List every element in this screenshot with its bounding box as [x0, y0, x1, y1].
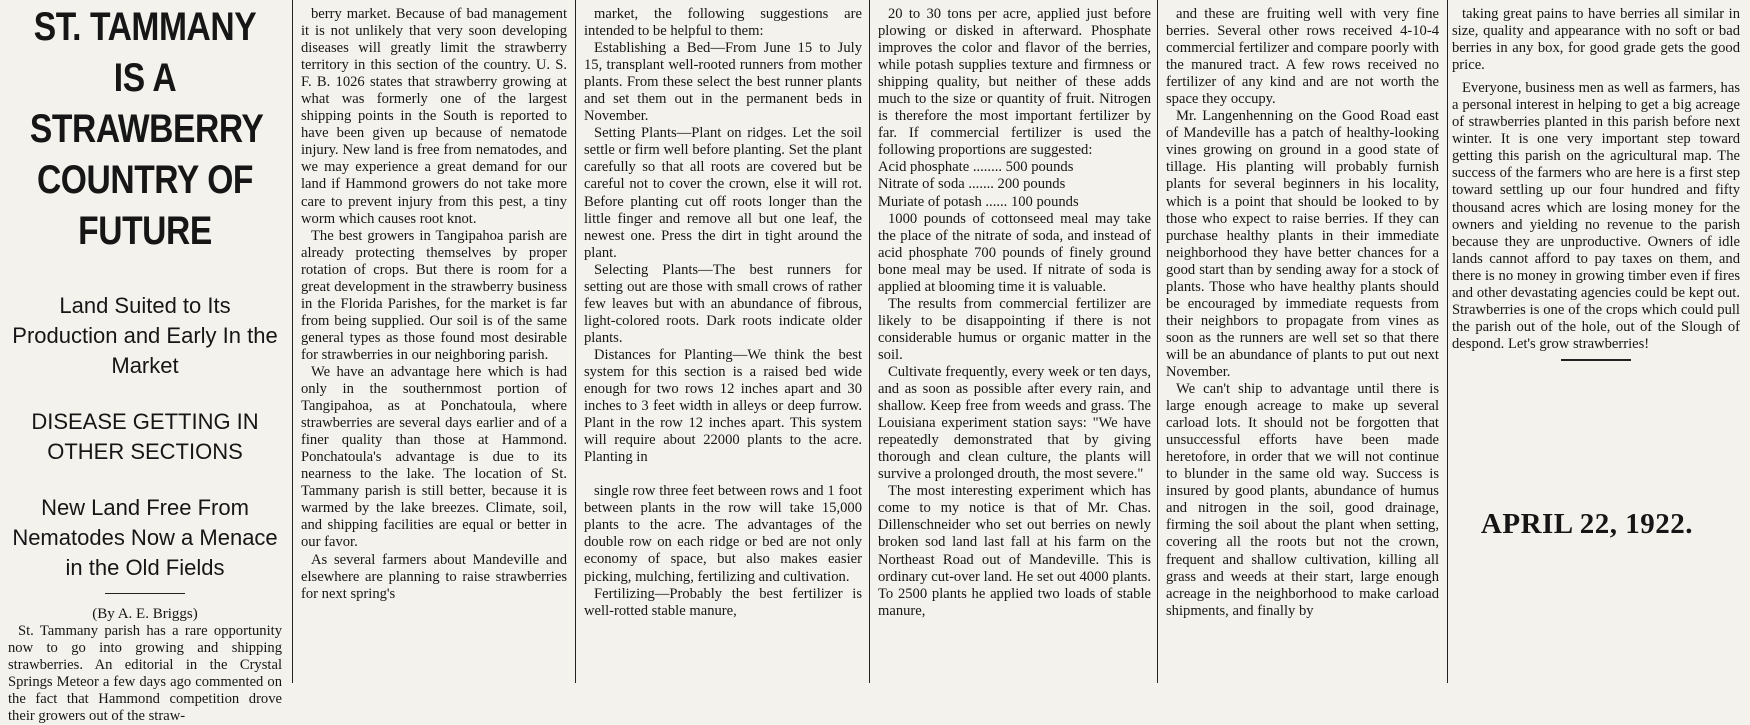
- paragraph: berry market. Because of bad management it is not unlikely that very soon developing diseases will greatly limit the strawberry territory in this section of the country. U. S. F. B. 1026 states that strawberry growing at what was formerly one of the largest shipping points in the South is reported to have been given up because of nematode injury. New land is free from nematodes, and we may experience a great demand for our land if Hammond growers do not take more care to prevent injury from this pest, a tiny worm which causes root knot.: [301, 6, 567, 227]
- fertilizer-line: Nitrate of soda ....... 200 pounds: [878, 176, 1066, 193]
- column-1: [0, 0, 290, 725]
- column-rule: [575, 0, 576, 683]
- paragraph: Setting Plants—Plant on ridges. Let the soil settle or firm well before planting. Set the plant carefully so that all roots are covered but be careful not to cover the crown, else it will rot. Before planting cut off roots longer than the little finger and remove all but one leaf, the newest one. Press the dirt in tight around the plant.: [584, 125, 862, 261]
- end-rule: [1561, 359, 1631, 361]
- paragraph: Distances for Planting—We think the best system for this section is a raised bed wide enough for two rows 12 inches apart and 30 inches to 3 feet width in alleys or deep furrow. Plant in the row 12 inches apart. This system will require about 22000 plants to the acre. Planting in: [584, 346, 862, 466]
- column-rule: [292, 0, 293, 683]
- byline: (By A. E. Briggs): [92, 606, 198, 622]
- paragraph: We can't ship to advantage until there is large enough acreage to make up several carload lots. It should not be forgotten that unsuccessful efforts have been made heretofore, in order that we will not continue to blunder in the same old way. Success is insured by good plants, abundance of humus and nitrogen in the soil, good drainage, firming the soil about the plant when setting, covering all the roots but not the crown, frequent and shallow cultivation, killing all grass and weeds at their start, large enough acreage in the neighborhood to make carload shipments, and finally by: [1166, 381, 1439, 619]
- paragraph: taking great pains to have berries all similar in size, quality and appearance with no soft or bad berries in any box, for good grade gets the good price.: [1452, 6, 1740, 74]
- deck-subheading-1: Land Suited to Its Production and Early In the Market: [12, 293, 278, 378]
- date-stamp: APRIL 22, 1922.: [1480, 508, 1694, 540]
- deck-subheading-3: New Land Free From Nematodes Now a Menace in the Old Fields: [12, 495, 278, 580]
- fertilizer-line: Muriate of potash ...... 100 pounds: [878, 193, 1079, 210]
- column-rule: [1447, 0, 1448, 683]
- divider: [105, 593, 185, 594]
- paragraph: Establishing a Bed—From June 15 to July 15, transplant well-rooted runners from mother plants. From these select the best runner plants and set them out in the permanent beds in November.: [584, 40, 862, 125]
- paragraph: We have an advantage here which is had only in the southernmost portion of Tangipahoa, as at Ponchatoula, where strawberries are several days earlier and of a finer quality than those at Hammond. Ponchatoula's advantage is due to its nearness to the lake. The location of St. Tammany parish is still better, because it is warmed by the lake breezes. Climate, soil, and shipping facilities are equal or better in our favor.: [301, 363, 567, 551]
- paragraph: As several farmers about Mandeville and elsewhere are planning to raise strawberries for next spring's: [301, 551, 567, 602]
- column-rule: [869, 0, 870, 683]
- deck-subheading-2: DISEASE GETTING IN OTHER SECTIONS: [31, 409, 259, 464]
- column-6: [1450, 0, 1750, 683]
- headline: ST. TAMMANY IS A STRAWBERRY COUNTRY OF FUTURE: [29, 5, 264, 253]
- paragraph: 1000 pounds of cottonseed meal may take the place of the nitrate of soda, and instead of acid phosphate 700 pounds of finely ground bone meal may be used. If nitrate of soda is applied at blooming time it is valuable.: [878, 210, 1151, 295]
- paragraph: The results from commercial fertilizer are likely to be disappointing if there is not considerable humus or organic matter in the soil.: [878, 295, 1151, 363]
- fertilizer-line: Acid phosphate ........ 500 pounds: [878, 159, 1074, 176]
- paragraph: The most interesting experiment which has come to my notice is that of Mr. Chas. Dillenschneider who set out berries on newly broken sod land last fall at his farm on the Northeast Road out of Mandeville. This is ordinary cut-over land. He set out 4000 plants. To 2500 plants he applied two loads of stable manure,: [878, 483, 1151, 619]
- column-4: [872, 0, 1157, 683]
- paragraph: Mr. Langenhenning on the Good Road east of Mandeville has a patch of healthy-looking vines growing on ground in a good state of tillage. His planting will probably furnish plants for several beginners in his locality, which is a point that should be looked to by those who expect to raise berries. If they can purchase healthy plants in their immediate neighborhood they have better chances for a good start than by sending away for a stock of plants. Those who have healthy plants should be encouraged by immediate requests from their neighbors to propagate from vines as soon as the runners are well set so that there will be an abundance of plants to put out next November.: [1166, 108, 1439, 380]
- paragraph: St. Tammany parish has a rare opportunity now to go into growing and shipping strawberries. An editorial in the Crystal Springs Meteor a few days ago commented on the fact that Hammond competition drove their growers out of the straw-: [8, 623, 282, 725]
- column-3: [578, 0, 868, 683]
- paragraph: Fertilizing—Probably the best fertilizer is well-rotted stable manure,: [584, 585, 862, 619]
- paragraph: Cultivate frequently, every week or ten days, and as soon as possible after every rain, and shallow. Keep free from weeds and grass. The Louisiana experiment station says: "We have repeatedly demonstrated that by giving thorough and clean culture, the plants will survive a prolonged drouth, the most severe.": [878, 363, 1151, 483]
- paragraph: Everyone, business men as well as farmers, has a personal interest in helping to get a big acreage of strawberries planted in this parish before next winter. It is one very important step toward getting this parish on the agricultural map. The success of the farmers who are here is a first step toward settling up our four hundred and fifty thousand acres which are losing money for the owners and yielding no revenue to the parish because they are unproductive. Owners of idle lands cannot afford to pay taxes on them, and there is no money in growing timber even if fires and other devastating agencies could be kept out. Strawberries is one of the crops which could pull the parish out of the hole, out of the Slough of despond. Let's grow strawberries!: [1452, 80, 1740, 352]
- paragraph: market, the following suggestions are intended to be helpful to them:: [584, 6, 862, 40]
- column-2: [295, 0, 573, 683]
- paragraph: and these are fruiting well with very fine berries. Several other rows received 4-10-4 commercial fertilizer and compare poorly with the manured tract. A few rows received no fertilizer of any kind and are not worth the space they occupy.: [1166, 6, 1439, 108]
- paragraph: single row three feet between rows and 1 foot between plants in the row will take 15,000 plants to the acre. The advantages of the double row on each ridge or bed are not only economy of space, but also makes easier picking, mulching, fertilizing and cultivation.: [584, 483, 862, 585]
- column-rule: [1157, 0, 1158, 683]
- paragraph: The best growers in Tangipahoa parish are already protecting themselves by proper rotation of crops. But there is room for a great development in the strawberry business in the Florida Parishes, for the market is far from being supplied. Our soil is of the same general types as those found most desirable for strawberries in our neighboring parish.: [301, 227, 567, 363]
- paragraph: 20 to 30 tons per acre, applied just before plowing or disked in afterward. Phosphate improves the color and flavor of the berries, while potash supplies texture and firmness or shipping quality, but neither of these adds much to the size or quantity of fruit. Nitrogen is therefore the most important fertilizer by far. If commercial fertilizer is used the following proportions are suggested:: [878, 6, 1151, 159]
- paragraph: Selecting Plants—The best runners for setting out are those with small crows of rather few leaves but with an abundance of fibrous, light-colored roots. Dark roots indicate older plants.: [584, 261, 862, 346]
- column-5: [1160, 0, 1445, 683]
